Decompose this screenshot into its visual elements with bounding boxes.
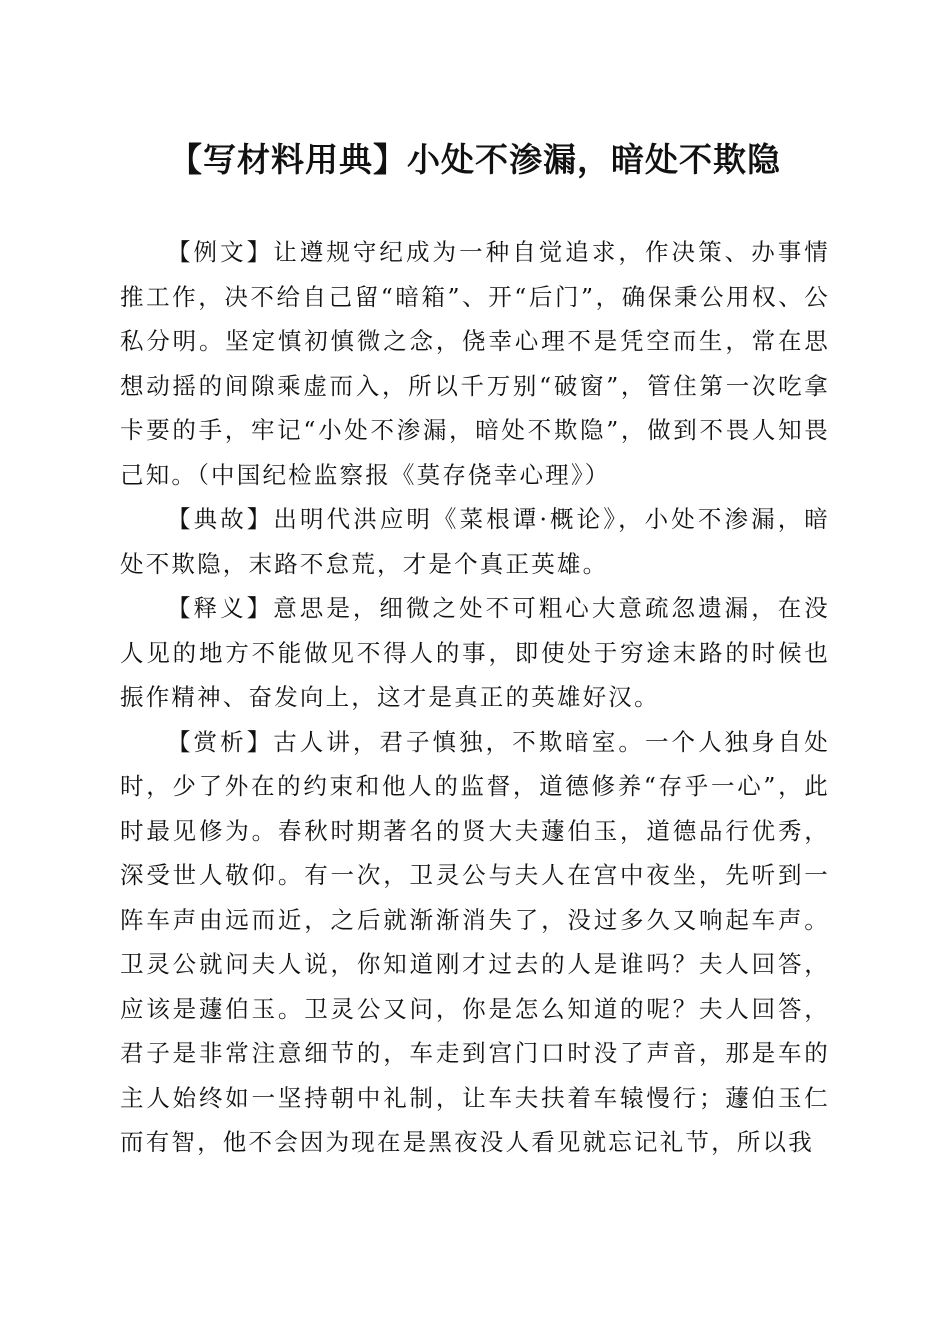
paragraph-interpretation: 【释义】意思是，细微之处不可粗心大意疏忽遗漏，在没人见的地方不能做见不得人的事，即使处于穷途末路的时候也振作精神、奋发向上，这才是真正的英雄好汉。 (120, 594, 830, 711)
document-title: 【写材料用典】小处不渗漏，暗处不欺隐 (169, 140, 781, 179)
paragraph-appreciation: 【赏析】古人讲，君子慎独，不欺暗室。一个人独身自处时，少了外在的约束和他人的监督，道德修养“存乎一心”，此时最见修为。春秋时期著名的贤大夫蘧伯玉，道德品行优秀，深受世人敬仰。有一次，卫灵公与夫人在宫中夜坐，先听到一阵车声由远而近，之后就渐渐消失了，没过多久又响起车声。卫灵公就问夫人说，你知道刚才过去的人是谁吗？夫人回答，应该是蘧伯玉。卫灵公又问，你是怎么知道的呢？夫人回答，君子是非常注意细节的，车走到宫门口时没了声音，那是车的主人始终如一坚持朝中礼制，让车夫扶着车辕慢行；蘧伯玉仁而有智，他不会因为现在是黑夜没人看见就忘记礼节，所以我 (120, 727, 830, 1156)
document-body (120, 230, 830, 1165)
paragraph-allusion: 【典故】出明代洪应明《菜根谭·概论》，小处不渗漏，暗处不欺隐，末路不怠荒，才是个真正英雄。 (120, 505, 830, 578)
paragraph-example: 【例文】让遵规守纪成为一种自觉追求，作决策、办事情推工作，决不给自己留“暗箱”、开“后门”，确保秉公用权、公私分明。坚定慎初慎微之念，侥幸心理不是凭空而生，常在思想动摇的间隙乘虚而入，所以千万别“破窗”，管住第一次吃拿卡要的手，牢记“小处不渗漏，暗处不欺隐”，做到不畏人知畏己知。（中国纪检监察报《莫存侥幸心理》） (120, 238, 830, 489)
